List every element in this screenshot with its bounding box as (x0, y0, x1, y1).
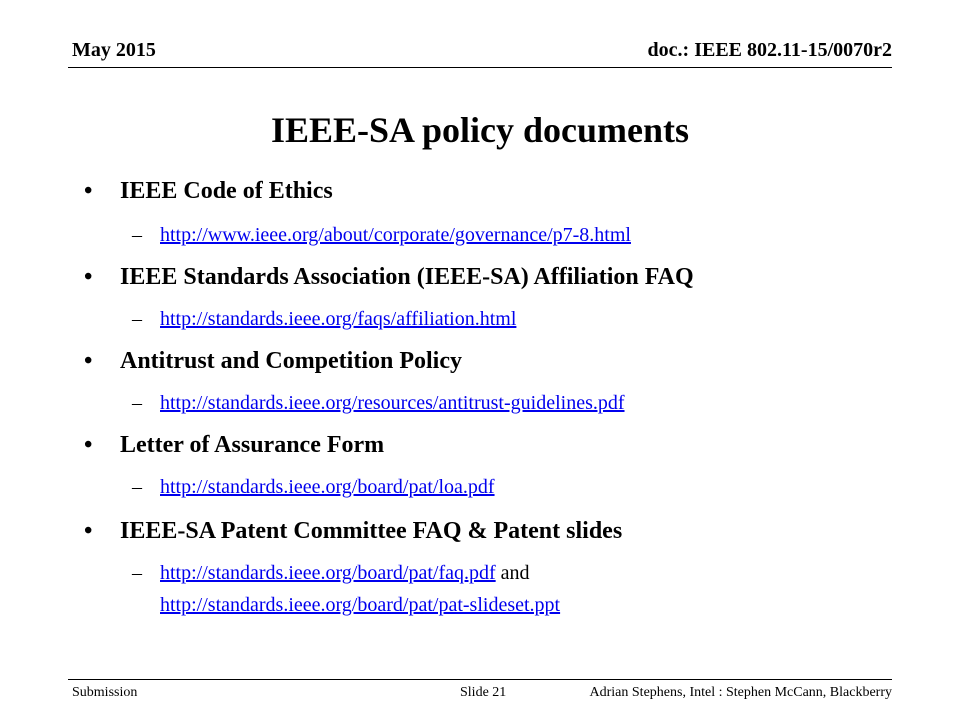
link-code-of-ethics[interactable]: http://www.ieee.org/about/corporate/governance/p7-8.html (160, 224, 631, 246)
bullet-marker: • (84, 348, 93, 374)
item-heading: Antitrust and Competition Policy (120, 348, 462, 374)
footer-divider (68, 679, 892, 680)
link-patent-faq[interactable]: http://standards.ieee.org/board/pat/faq.pdf (160, 562, 496, 584)
dash-marker: – (132, 476, 142, 498)
header-doc-id: doc.: IEEE 802.11-15/0070r2 (647, 39, 892, 61)
dash-marker: – (132, 562, 142, 584)
item-heading: IEEE-SA Patent Committee FAQ & Patent slides (120, 518, 623, 544)
slide-title: IEEE-SA policy documents (270, 110, 690, 150)
link-affiliation-faq[interactable]: http://standards.ieee.org/faqs/affiliation.html (160, 308, 517, 330)
bullet-marker: • (84, 432, 93, 458)
link-patent-slideset[interactable]: http://standards.ieee.org/board/pat/pat-slideset.ppt (160, 594, 561, 616)
item-heading: Letter of Assurance Form (120, 432, 385, 458)
footer-slide-number: Slide 21 (460, 685, 507, 700)
dash-marker: – (132, 224, 142, 246)
link-antitrust-guidelines[interactable]: http://standards.ieee.org/resources/antitrust-guidelines.pdf (160, 392, 625, 414)
footer-submission: Submission (72, 685, 138, 700)
bullet-marker: • (84, 264, 93, 290)
footer-author: Adrian Stephens, Intel : Stephen McCann, Blackberry (589, 685, 892, 700)
item-heading: IEEE Standards Association (IEEE-SA) Affiliation FAQ (120, 264, 694, 290)
connector-text: and (500, 562, 530, 584)
item-heading: IEEE Code of Ethics (120, 178, 333, 204)
dash-marker: – (132, 308, 142, 330)
link-loa-form[interactable]: http://standards.ieee.org/board/pat/loa.pdf (160, 476, 495, 498)
dash-marker: – (132, 392, 142, 414)
header-date: May 2015 (72, 39, 156, 61)
bullet-marker: • (84, 178, 93, 204)
bullet-marker: • (84, 518, 93, 544)
